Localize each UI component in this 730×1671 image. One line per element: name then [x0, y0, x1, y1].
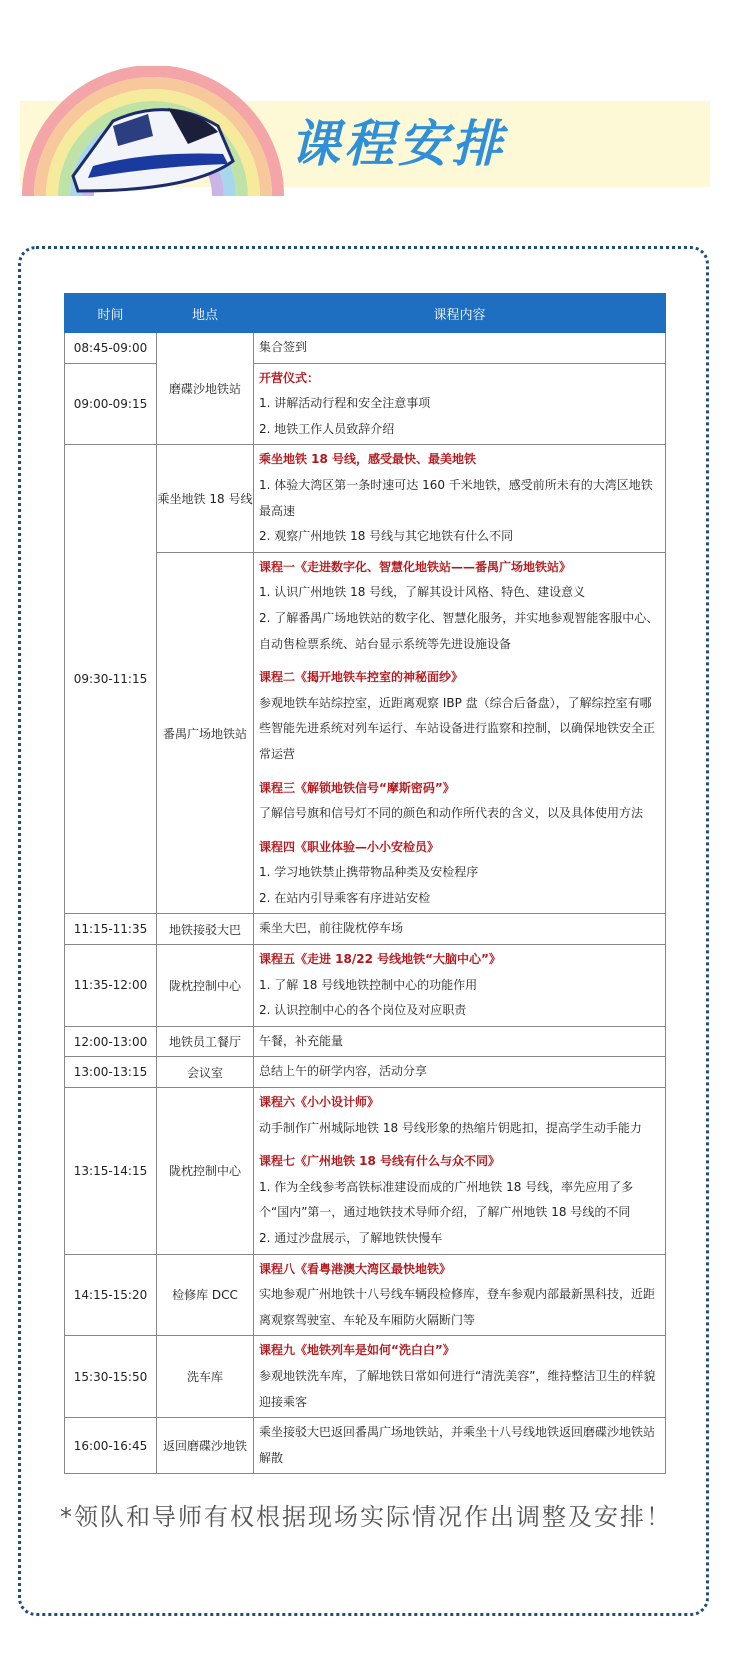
header-place: 地点: [157, 294, 254, 333]
content-cell: [254, 363, 666, 445]
course-title: 开营仪式：: [259, 370, 320, 385]
course-title: 课程二《揭开地铁车控室的神秘面纱》: [259, 670, 464, 685]
time-cell: 13:00-13:15: [65, 1057, 157, 1088]
table-row: [65, 363, 666, 445]
place-cell: 会议室: [157, 1057, 254, 1088]
time-cell: 09:00-09:15: [65, 363, 157, 445]
course-title: 课程四《职业体验—小小安检员》: [259, 839, 440, 854]
content-cell: [254, 1336, 666, 1418]
time-cell: 14:15-15:20: [65, 1254, 157, 1336]
content-line: 1. 认识广州地铁 18 号线，了解其设计风格、特色、建设意义: [259, 585, 586, 600]
place-cell: 地铁员工餐厅: [157, 1026, 254, 1057]
time-cell: 15:30-15:50: [65, 1336, 157, 1418]
content-line: 1. 学习地铁禁止携带物品种类及安检程序: [259, 865, 479, 880]
place-cell: 洗车库: [157, 1336, 254, 1418]
table-row: [65, 1057, 666, 1088]
table-header-row: [65, 294, 666, 333]
place-cell: 地铁接驳大巴: [157, 914, 254, 945]
place-cell: 陇枕控制中心: [157, 945, 254, 1027]
content-cell: [254, 445, 666, 552]
place-cell: 番禺广场地铁站: [157, 552, 254, 914]
table-row: [65, 445, 666, 552]
page-title: 课程安排: [290, 115, 506, 173]
disclaimer-note: *领队和导师有权根据现场实际情况作出调整及安排！: [60, 1503, 672, 1531]
content-gap: [259, 827, 660, 835]
content-line: 2. 在站内引导乘客有序进站安检: [259, 890, 431, 905]
place-cell: 检修库 DCC: [157, 1254, 254, 1336]
time-cell: 08:45-09:00: [65, 333, 157, 364]
place-cell: 陇枕控制中心: [157, 1088, 254, 1255]
content-line: 了解信号旗和信号灯不同的颜色和动作所代表的含义，以及具体使用方法: [259, 806, 644, 821]
time-cell: 11:15-11:35: [65, 914, 157, 945]
content-line: 1. 了解 18 号线地铁控制中心的功能作用: [259, 977, 478, 992]
content-gap: [259, 657, 660, 665]
content-line: 乘坐大巴，前往陇枕停车场: [259, 921, 404, 936]
course-title: 课程三《解锁地铁信号“摩斯密码”》: [259, 780, 455, 795]
content-line: 2. 通过沙盘展示，了解地铁快慢车: [259, 1231, 443, 1245]
content-line: 2. 地铁工作人员致辞介绍: [259, 421, 395, 436]
content-line: 实地参观广州地铁十八号线车辆段检修库，登车参观内部最新黑科技，近距离观察驾驶室、车轮及车厢防火隔断门等: [259, 1287, 656, 1327]
course-title: 课程七《广州地铁 18 号线有什么与众不同》: [259, 1154, 501, 1169]
table-row: [65, 914, 666, 945]
table-row: [65, 1088, 666, 1255]
course-title: 乘坐地铁 18 号线，感受最快、最美地铁: [259, 452, 477, 467]
content-line: 参观地铁车站综控室，近距离观察 IBP 盘（综合后备盘），了解综控室有哪些智能先进系统对列车运行、车站设备进行监察和控制，以确保地铁安全正常运营: [259, 695, 656, 761]
content-line: 1. 体验大湾区第一条时速可达 160 千米地铁，感受前所未有的大湾区地铁最高速: [259, 477, 653, 518]
content-line: 动手制作广州城际地铁 18 号线形象的热缩片钥匙扣，提高学生动手能力: [259, 1120, 642, 1135]
content-line: 总结上午的研学内容，活动分享: [259, 1064, 428, 1079]
course-title: 课程八《看粤港澳大湾区最快地铁》: [259, 1261, 452, 1276]
table-row: [65, 333, 666, 364]
place-cell: 乘坐地铁 18 号线: [157, 445, 254, 552]
table-row: [65, 1336, 666, 1418]
rainbow-train-icon: [18, 66, 288, 196]
content-cell: [254, 1418, 666, 1474]
content-line: 2. 观察广州地铁 18 号线与其它地铁有什么不同: [259, 529, 514, 544]
course-title: 课程五《走进 18/22 号线地铁“大脑中心”》: [259, 952, 501, 967]
time-cell: 12:00-13:00: [65, 1026, 157, 1057]
content-line: 2. 了解番禺广场地铁站的数字化、智慧化服务，并实地参观智能客服中心、自动售检票系统、站台显示系统等先进设施设备: [259, 610, 659, 651]
content-cell: [254, 333, 666, 364]
course-title: 课程一《走进数字化、智慧化地铁站——番禺广场地铁站》: [259, 559, 572, 574]
content-line: 1. 讲解活动行程和安全注意事项: [259, 396, 431, 411]
table-row: [65, 945, 666, 1027]
content-cell: [254, 1057, 666, 1088]
table-row: [65, 1418, 666, 1474]
content-line: 2. 认识控制中心的各个岗位及对应职责: [259, 1003, 467, 1018]
content-gap: [259, 768, 660, 776]
content-line: 参观地铁洗车库，了解地铁日常如何进行“清洗美容”，维持整洁卫生的样貌迎接乘客: [259, 1368, 656, 1409]
content-line: 集合签到: [259, 340, 308, 354]
table-row: [65, 1026, 666, 1057]
course-title: 课程六《小小设计师》: [259, 1095, 380, 1110]
content-gap: [259, 1141, 660, 1149]
place-cell: 返回磨碟沙地铁: [157, 1418, 254, 1474]
content-line: 乘坐接驳大巴返回番禺广场地铁站，并乘坐十八号线地铁返回磨碟沙地铁站解散: [259, 1425, 656, 1465]
content-cell: [254, 552, 666, 914]
content-line: 1. 作为全线参考高铁标准建设而成的广州地铁 18 号线，率先应用了多个“国内”第一，通过地铁技术导师介绍，了解广州地铁 18 号线的不同: [259, 1179, 634, 1220]
header-content: 课程内容: [254, 294, 666, 333]
content-cell: [254, 914, 666, 945]
table-row: [65, 1254, 666, 1336]
course-title: 课程九《地铁列车是如何“洗白白”》: [259, 1343, 455, 1358]
place-cell: 磨碟沙地铁站: [157, 333, 254, 445]
time-cell: 09:30-11:15: [65, 445, 157, 914]
time-cell: 16:00-16:45: [65, 1418, 157, 1474]
header-time: 时间: [65, 294, 157, 333]
time-cell: 11:35-12:00: [65, 945, 157, 1027]
content-cell: [254, 1026, 666, 1057]
content-cell: [254, 945, 666, 1027]
content-cell: [254, 1254, 666, 1336]
time-cell: 13:15-14:15: [65, 1088, 157, 1255]
schedule-table: [64, 293, 666, 1474]
content-cell: [254, 1088, 666, 1255]
content-line: 午餐，补充能量: [259, 1033, 344, 1048]
